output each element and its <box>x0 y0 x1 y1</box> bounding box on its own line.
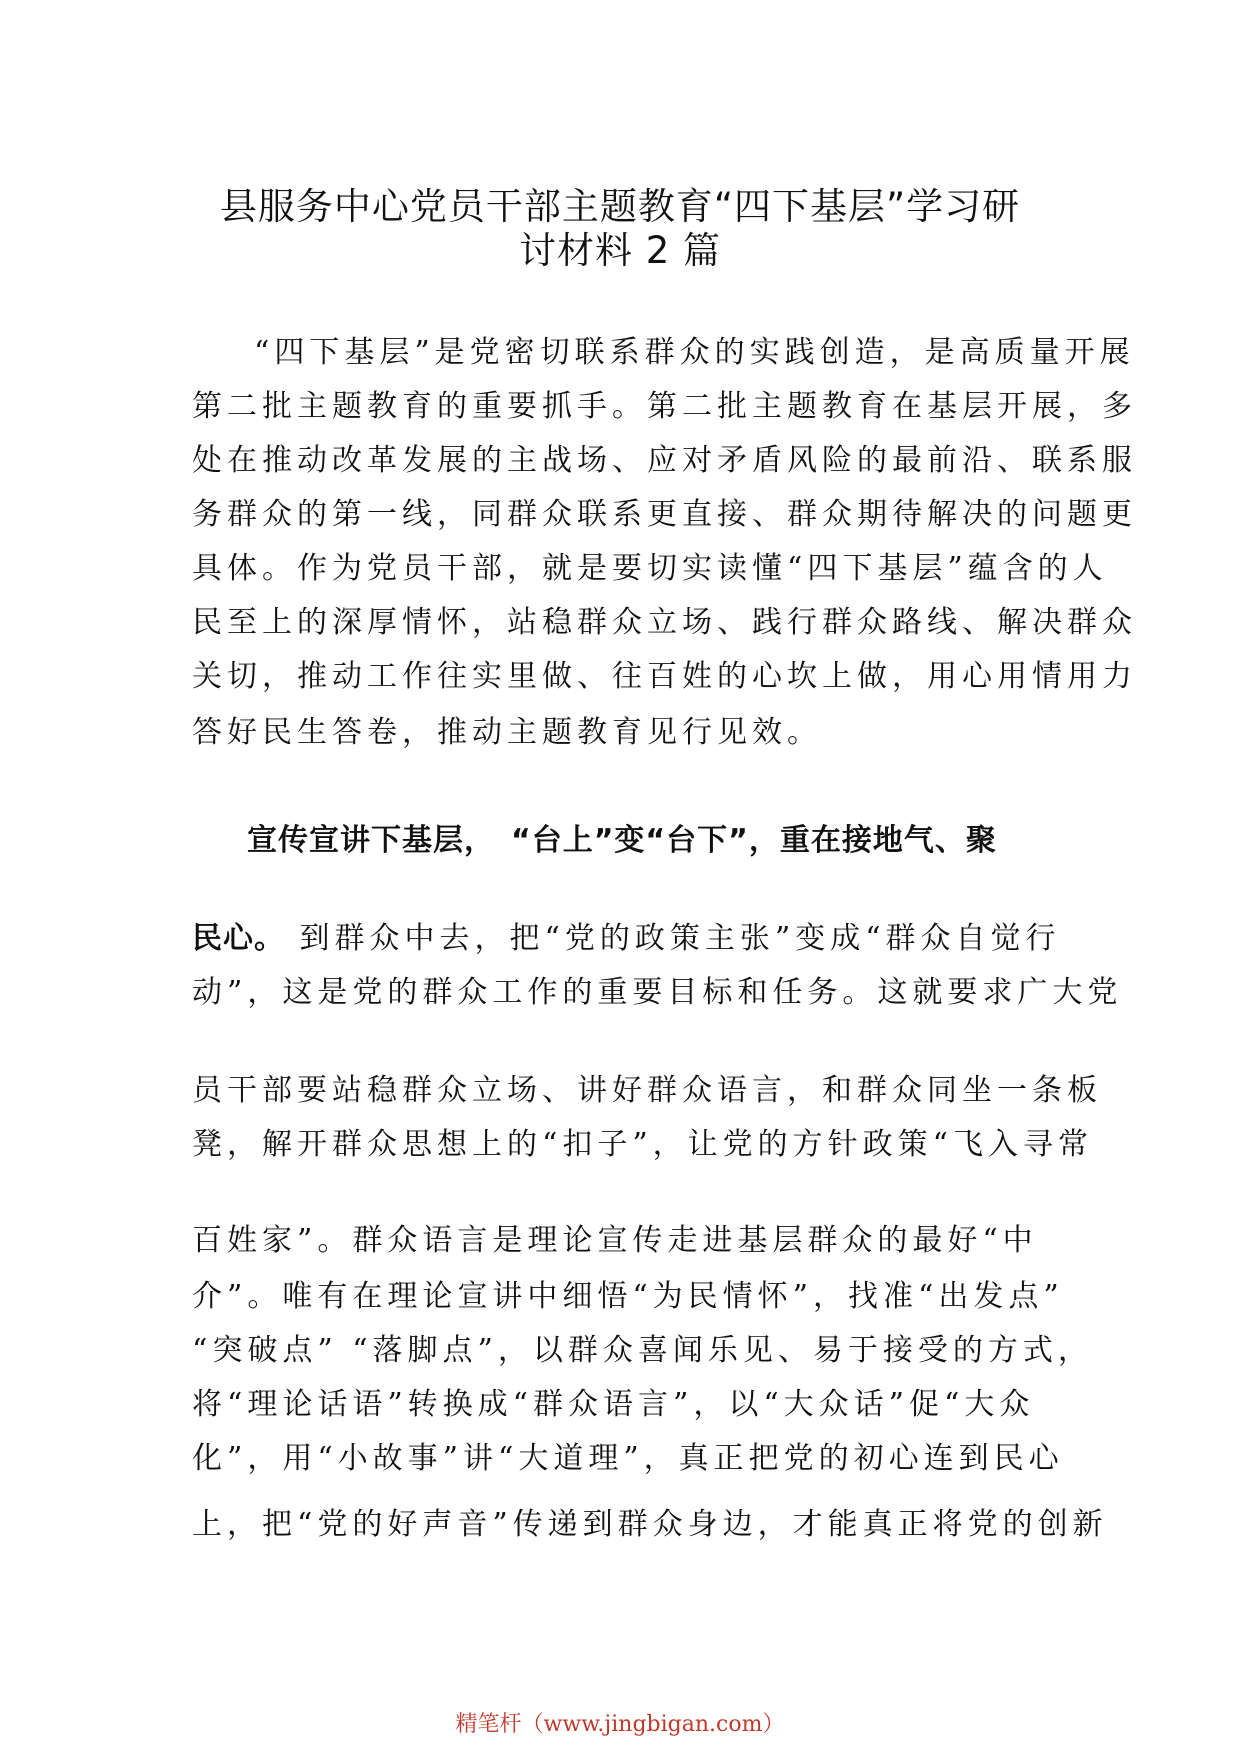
section-line: 将“理论话语”转换成“群众语言”，以“大众话”促“大众 <box>192 1387 1035 1422</box>
intro-line: 关切，推动工作往实里做、往百姓的心坎上做，用心用情用力 <box>192 659 1137 694</box>
section-line: 动”，这是党的群众工作的重要目标和任务。这就要求广大党 <box>192 975 1123 1010</box>
intro-line: “四下基层”是党密切联系群众的实践创造，是高质量开展 <box>254 335 1135 370</box>
section-line: “突破点” “落脚点”，以群众喜闻乐见、易于接受的方式， <box>192 1333 1093 1368</box>
intro-line: 答好民生答卷，推动主题教育见行见效。 <box>192 715 822 750</box>
document-title-line-1: 县服务中心党员干部主题教育“四下基层”学习研 <box>219 185 1021 228</box>
intro-line: 处在推动改革发展的主战场、应对矛盾风险的最前沿、联系服 <box>192 443 1137 478</box>
section-heading: 宣传宣讲下基层， “台上”变“台下”，重在接地气、聚 <box>247 823 997 858</box>
section-line: 凳，解开群众思想上的“扣子”，让党的方针政策“飞入寻常 <box>192 1127 1094 1162</box>
section-line: 员干部要站稳群众立场、讲好群众语言，和群众同坐一条板 <box>192 1073 1102 1108</box>
section-line <box>192 921 1061 956</box>
section-line: 化”，用“小故事”讲“大道理”，真正把党的初心连到民心 <box>192 1441 1064 1476</box>
intro-line: 民至上的深厚情怀，站稳群众立场、践行群众路线、解决群众 <box>192 605 1137 640</box>
section-line: 介”。唯有在理论宣讲中细悟“为民情怀”，找准“出发点” <box>192 1279 1064 1314</box>
section-first-line-text: 到群众中去，把“党的政策主张”变成“群众自觉行 <box>299 921 1061 956</box>
document-title-line-2: 讨材料 2 篇 <box>518 229 722 272</box>
intro-line: 具体。作为党员干部，就是要切实读懂“四下基层”蕴含的人 <box>192 551 1108 586</box>
section-line: 百姓家”。群众语言是理论宣传走进基层群众的最好“中 <box>192 1223 1038 1258</box>
intro-line: 第二批主题教育的重要抓手。第二批主题教育在基层开展，多 <box>192 389 1137 424</box>
footer-watermark: 精笔杆（www.jingbigan.com） <box>455 1712 785 1737</box>
section-heading-end: 民心。 <box>192 921 285 956</box>
intro-line: 务群众的第一线，同群众联系更直接、群众期待解决的问题更 <box>192 497 1137 532</box>
section-line: 上，把“党的好声音”传递到群众身边，才能真正将党的创新 <box>192 1507 1108 1542</box>
